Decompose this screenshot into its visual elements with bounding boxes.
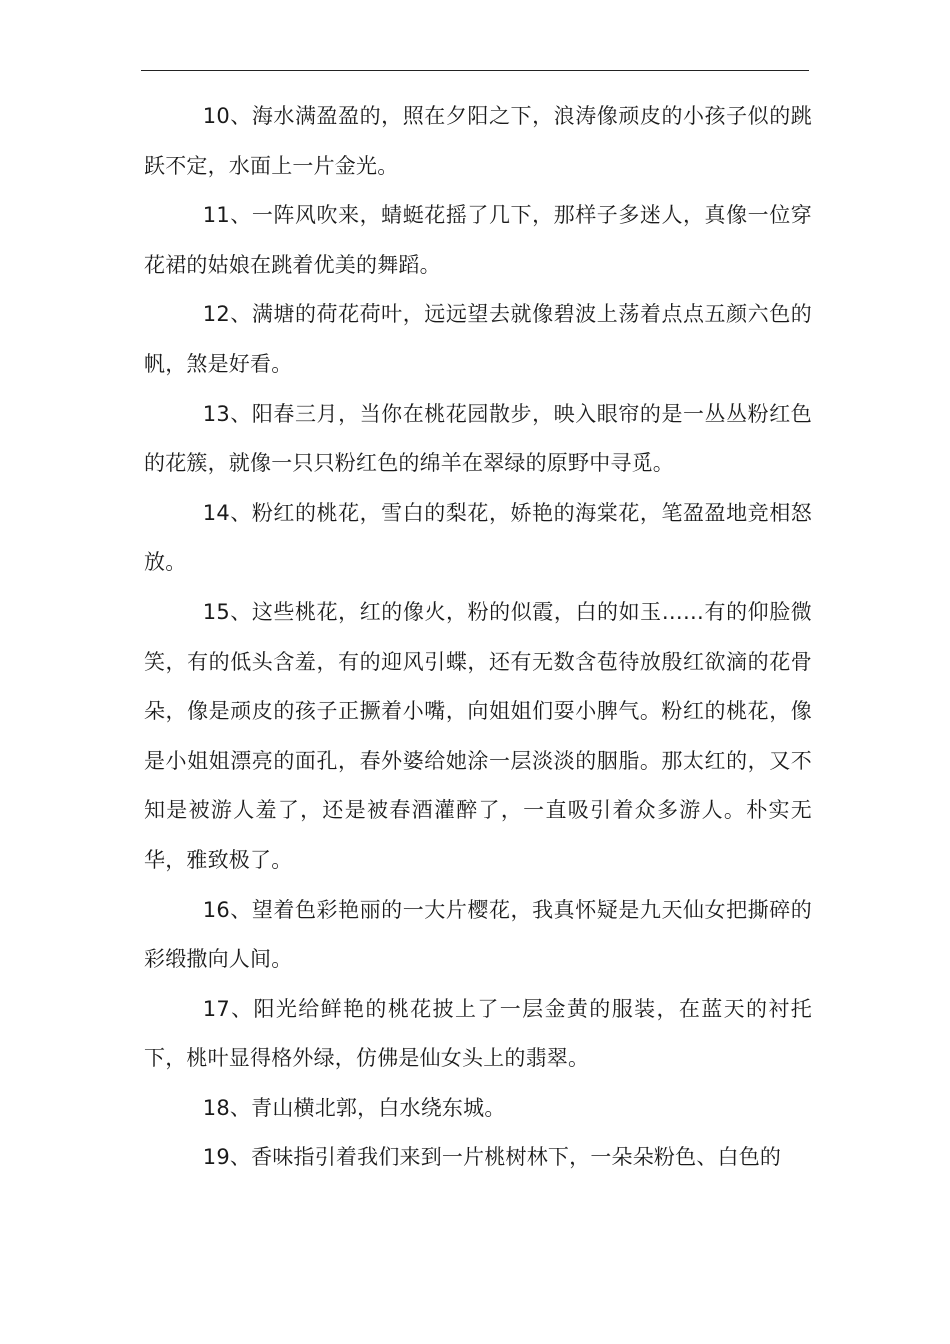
paragraph-10: 10、海水满盈盈的，照在夕阳之下，浪涛像顽皮的小孩子似的跳跃不定，水面上一片金光。 (144, 104, 812, 178)
paragraph-13: 13、阳春三月，当你在桃花园散步，映入眼帘的是一丛丛粉红色的花簇，就像一只只粉红色的绵羊在翠绿的原野中寻觅。 (144, 401, 812, 476)
paragraph-15: 15、这些桃花，红的像火，粉的似霞，白的如玉……有的仰脸微笑，有的低头含羞，有的迎风引蝶，还有无数含苞待放殷红欲滴的花骨朵，像是顽皮的孩子正撅着小嘴，向姐姐们耍小脾气。粉红的桃花，像是小姐姐漂亮的面孔，春外婆给她涂一层淡淡的胭脂。那太红的，又不知是被游人羞了，还是被春酒灌醉了，一直吸引着众多游人。朴实无华，雅致极了。 (144, 599, 812, 872)
paragraph-16: 16、望着色彩艳丽的一大片樱花，我真怀疑是九天仙女把撕碎的彩缎撒向人间。 (144, 897, 812, 972)
document-body (144, 92, 812, 1183)
paragraph-19: 19、香味指引着我们来到一片桃树林下，一朵朵粉色、白色的 (202, 1145, 782, 1170)
paragraph-18: 18、青山横北郭，白水绕东城。 (202, 1095, 506, 1120)
paragraph-17: 17、阳光给鲜艳的桃花披上了一层金黄的服装，在蓝天的衬托下，桃叶显得格外绿，仿佛是仙女头上的翡翠。 (144, 996, 812, 1071)
paragraph-12: 12、满塘的荷花荷叶，远远望去就像碧波上荡着点点五颜六色的帆，煞是好看。 (144, 302, 812, 376)
paragraph-11: 11、一阵风吹来，蜻蜓花摇了几下，那样子多迷人，真像一位穿花裙的姑娘在跳着优美的舞蹈。 (144, 203, 812, 277)
paragraph-14: 14、粉红的桃花，雪白的梨花，娇艳的海棠花，笔盈盈地竞相怒放。 (144, 500, 812, 575)
header-divider (141, 70, 809, 71)
